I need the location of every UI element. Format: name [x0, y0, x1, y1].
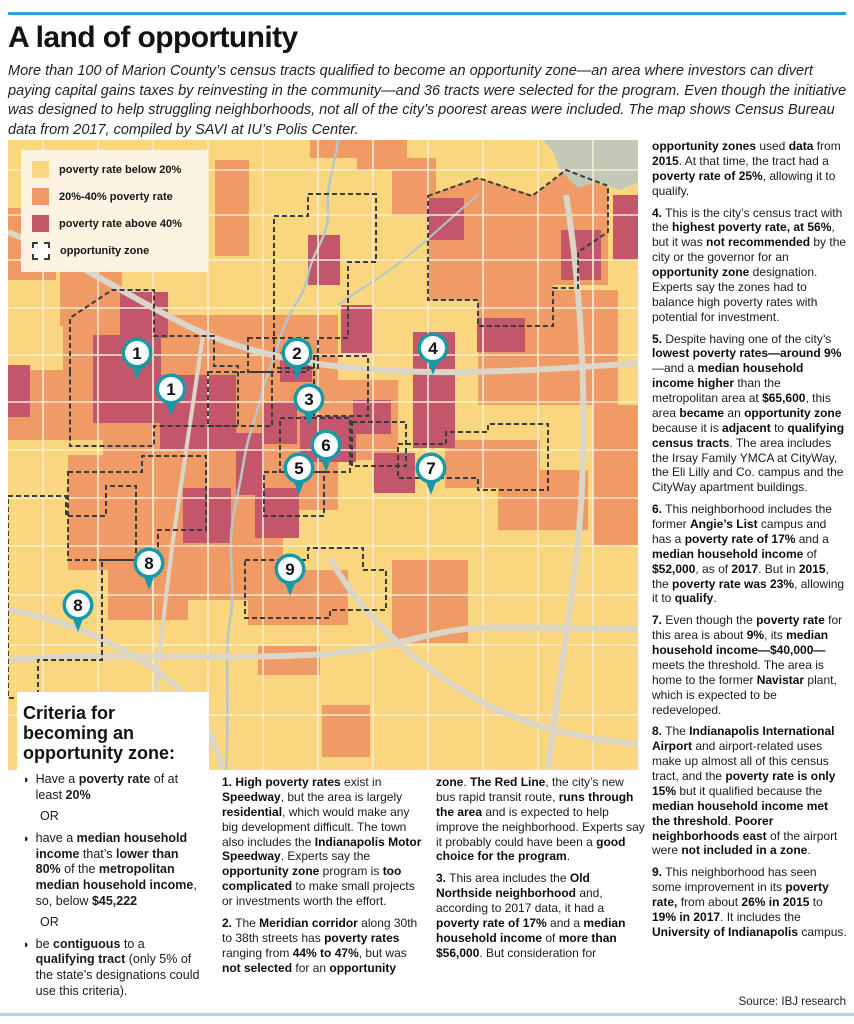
map-pin-number: 3 — [304, 390, 314, 409]
criteria-or: OR — [40, 808, 59, 823]
criteria-item — [23, 937, 203, 1000]
page-title: A land of opportunity — [8, 21, 298, 54]
criteria-item-text: Have a poverty rate of at least 20% — [35, 772, 179, 803]
note-paragraph: 8. The Indianapolis International Airport and airport-related uses make up almost all of this census tract, and the poverty rate is only 15% but it qualified because the median household income met the threshold. Poorer neighborhoods east of the airport were not included in a zone. — [652, 724, 838, 858]
legend-color-swatch-icon — [32, 188, 49, 205]
map-legend — [21, 150, 208, 272]
map-pin-number: 1 — [132, 344, 142, 363]
map-pin-number: 9 — [285, 560, 295, 579]
note-paragraph: 4. This is the city’s census tract with the highest poverty rate, at 56%, but it was not recommended by the city or the governor for an opportunity zone designation. Experts say the zones had to balance high poverty rates with potential for investment. — [652, 205, 847, 324]
bottom-rule — [0, 1013, 854, 1016]
legend-item — [32, 188, 202, 205]
notes-column-right — [652, 139, 848, 947]
legend-item — [32, 215, 202, 232]
intro-paragraph: More than 100 of Marion County’s census tracts qualified to become an opportunity zone—an area where investors can divert paying capital gains taxes by reinvesting in the community—and 36 tracts were selected for the program. Even though the initiative was designed to help struggling neighborhoods, not all of the city’s poorest areas were included. The map shows Census Bureau data from 2017, compiled by SAVI at IU’s Polis Center. — [8, 63, 847, 139]
map-pin-number: 2 — [292, 344, 302, 363]
map-pin-number: 6 — [321, 436, 331, 455]
notes-column-2 — [436, 775, 645, 968]
criteria-box — [17, 692, 209, 1015]
criteria-item-text: be contiguous to a qualifying tract (only 5% of the state’s designations could use this criteria). — [35, 936, 200, 998]
note-paragraph: 6. This neighborhood includes the former Angie’s List campus and has a poverty rate of 17% and a median household income of $52,000, as of 2017. But in 2015, the poverty rate was 23%, allowing it to qualify. — [652, 502, 845, 606]
legend-item — [32, 242, 202, 260]
criteria-title: Criteria for becoming an opportunity zone: — [23, 703, 175, 763]
bullet-icon: ◗ — [23, 938, 30, 951]
note-paragraph: 9. This neighborhood has seen some improvement in its poverty rate, from about 26% in 2015 to 19% in 2017. It includes the University of Indianapolis campus. — [652, 865, 847, 939]
note-paragraph: 2. The Meridian corridor along 30th to 38th streets has poverty rates ranging from 44% to 47%, but was not selected for an opportunity — [222, 915, 418, 975]
criteria-item-text: have a median household income that’s lower than 80% of the metropolitan median household income, so, below $45,222 — [35, 830, 197, 908]
map-pin-number: 4 — [428, 339, 438, 358]
map-pin-number: 8 — [73, 596, 83, 615]
legend-item — [32, 161, 202, 178]
bullet-icon: ◗ — [23, 774, 30, 787]
map-pin-number: 7 — [426, 459, 436, 478]
legend-label: opportunity zone — [60, 245, 150, 257]
notes-column-1 — [222, 775, 428, 982]
legend-dashed-swatch-icon — [32, 242, 50, 260]
top-rule — [8, 12, 846, 15]
criteria-item — [23, 831, 203, 910]
note-paragraph: 1. High poverty rates exist in Speedway, but the area is largely residential, which would make any big development difficult. The town also includes the Indianapolis Motor Speedway. Experts say the opportunity zone program is too complicated to make small projects or investments worth the effort. — [222, 775, 422, 908]
criteria-list — [23, 772, 203, 999]
legend-color-swatch-icon — [32, 161, 49, 178]
criteria-item — [23, 772, 203, 804]
legend-color-swatch-icon — [32, 215, 49, 232]
source-credit: Source: IBJ research — [738, 996, 846, 1008]
note-paragraph: 5. Despite having one of the city’s lowest poverty rates—around 9%—and a median household income higher than the metropolitan area at $65,600, this area became an opportunity zone because it is adjacent to qualifying census tracts. The area includes the Irsay Family YMCA at CityWay, the Eli Lilly and Co. campus and the CityWay apartment buildings. — [652, 331, 845, 495]
poverty-map — [8, 140, 638, 770]
legend-label: poverty rate above 40% — [59, 217, 182, 230]
criteria-or: OR — [40, 914, 59, 929]
note-paragraph: 3. This area includes the Old Northside neighborhood and, according to 2017 data, it had a poverty rate of 17% and a median household income of more than $56,000. But consideration for — [436, 871, 626, 960]
bullet-icon: ◗ — [23, 832, 30, 845]
note-paragraph: 7. Even though the poverty rate for this area is about 9%, its median household income—$40,000—meets the threshold. The area is home to the former Navistar plant, which is expected to be redeveloped. — [652, 613, 843, 717]
note-paragraph: zone. The Red Line, the city’s new bus rapid transit route, runs through the area and is expected to help improve the neighborhood. Experts say it probably could have been a good choice for the program. — [436, 775, 645, 864]
note-paragraph: opportunity zones used data from 2015. At that time, the tract had a poverty rate of 25%, allowing it to qualify. — [652, 139, 841, 198]
map-pin-number: 5 — [294, 459, 304, 478]
legend-label: poverty rate below 20% — [59, 163, 182, 176]
legend-label: 20%-40% poverty rate — [59, 190, 173, 203]
map-pin-number: 1 — [166, 380, 176, 399]
map-pin-number: 8 — [144, 554, 154, 573]
